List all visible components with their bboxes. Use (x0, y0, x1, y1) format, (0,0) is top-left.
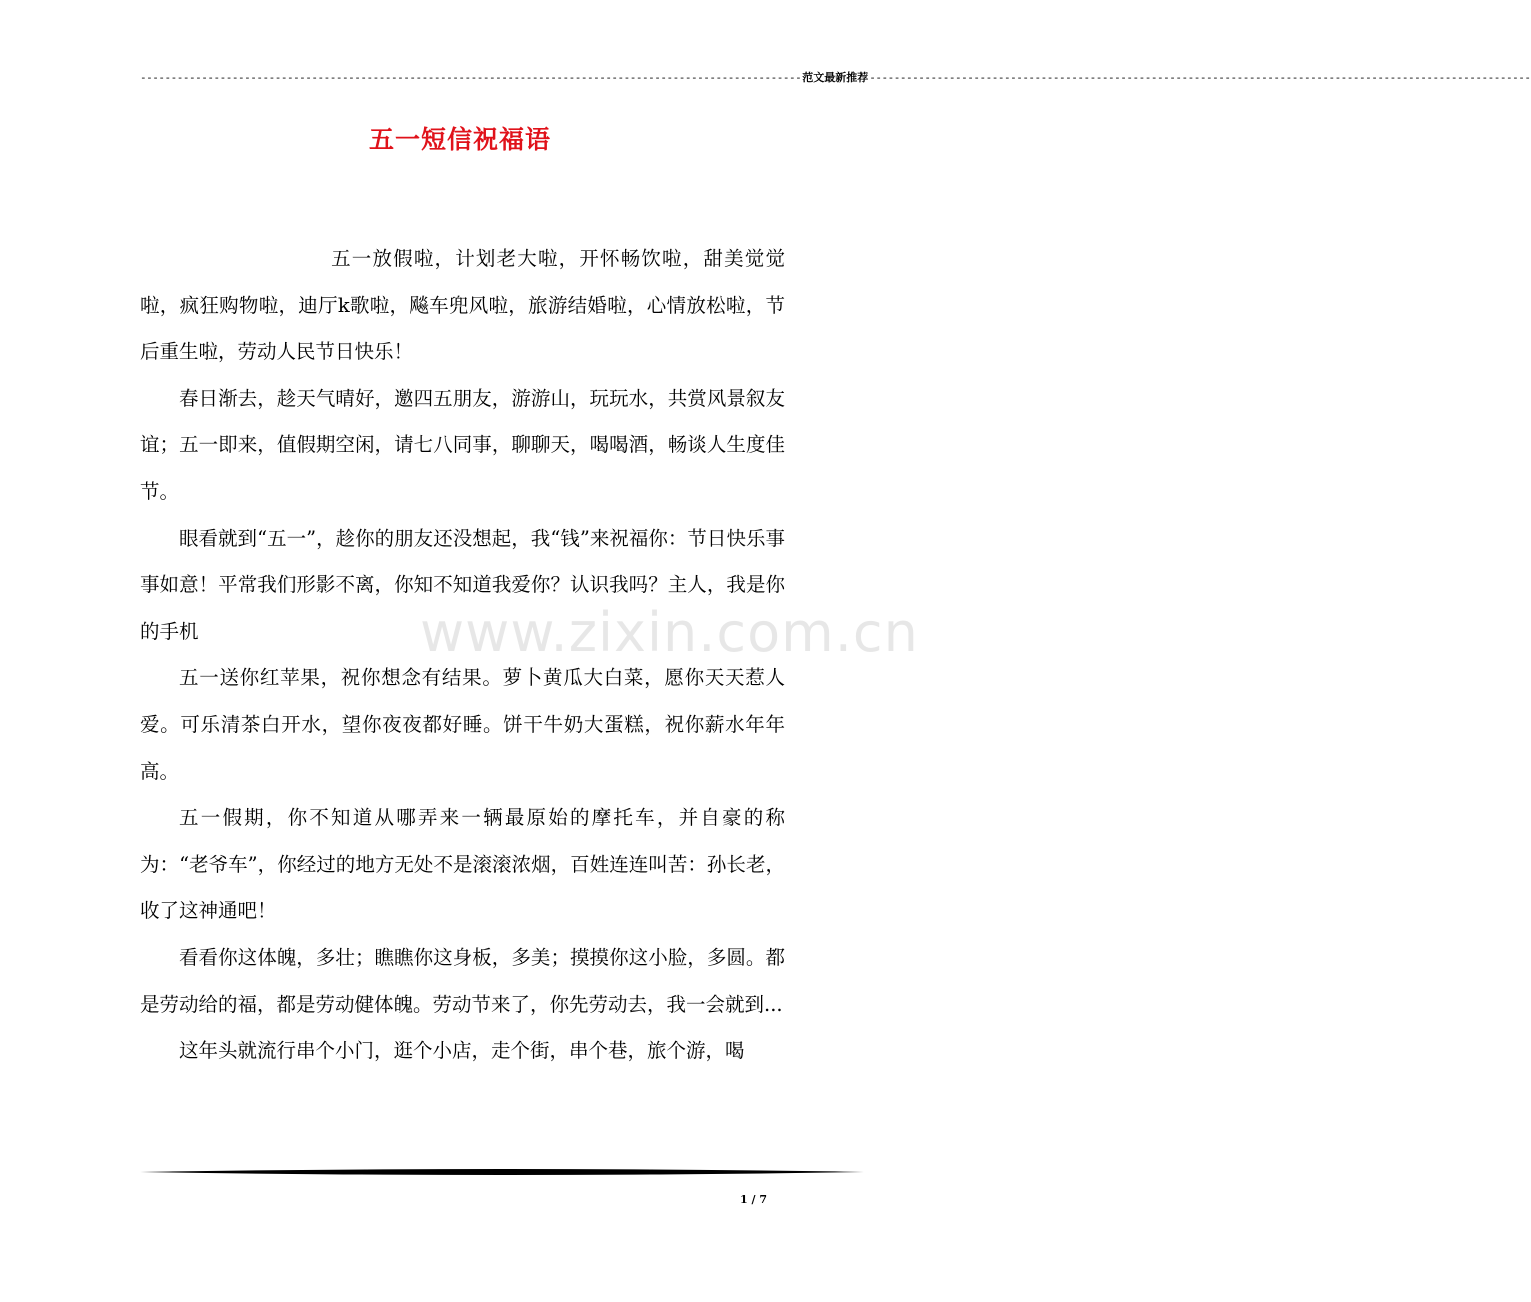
paragraph-1: 五一放假啦，计划老大啦，开怀畅饮啦，甜美觉觉啦，疯狂购物啦，迪厅k歌啦，飚车兜风啦，旅游结婚啦，心情放松啦，节后重生啦，劳动人民节日快乐！ (140, 247, 785, 364)
header-banner (140, 70, 1531, 86)
header-dash-left: ------------------------------------------------------------------------------------------------------------ (140, 71, 802, 84)
header-dash-right: ------------------------------------------------------------------------------------------------------------ (869, 71, 1531, 84)
document-body (140, 236, 785, 1075)
page-number: 1 / 7 (740, 1193, 767, 1206)
paragraph-3: 眼看就到“五一”，趁你的朋友还没想起，我“钱”来祝福你：节日快乐事事如意！平常我们形影不离，你知不知道我爱你？认识我吗？主人，我是你的手机 (140, 526, 785, 643)
footer-rule (140, 1165, 864, 1179)
paragraph-5: 五一假期，你不知道从哪弄来一辆最原始的摩托车，并自豪的称为：“老爷车”，你经过的地方无处不是滚滚浓烟，百姓连连叫苦：孙长老，收了这神通吧！ (140, 806, 785, 923)
header-banner-label: 范文最新推荐 (802, 71, 869, 84)
watermark-text: www.zixin.com.cn (420, 601, 919, 664)
paragraph-7: 这年头就流行串个小门，逛个小店，走个街，串个巷，旅个游，喝 (179, 1039, 745, 1063)
paragraph-6: 看看你这体魄，多壮；瞧瞧你这身板，多美；摸摸你这小脸，多圆。都是劳动给的福，都是劳动健体魄。劳动节来了，你先劳动去，我一会就到... (140, 945, 785, 1016)
document-title: 五一短信祝福语 (368, 125, 551, 154)
paragraph-2: 春日渐去，趁天气晴好，邀四五朋友，游游山，玩玩水，共赏风景叙友谊；五一即来，值假期空闲，请七八同事，聊聊天，喝喝酒，畅谈人生度佳节。 (140, 386, 785, 503)
paragraph-4: 五一送你红苹果，祝你想念有结果。萝卜黄瓜大白菜，愿你天天惹人爱。可乐清茶白开水，望你夜夜都好睡。饼干牛奶大蛋糕，祝你薪水年年高。 (140, 666, 785, 783)
